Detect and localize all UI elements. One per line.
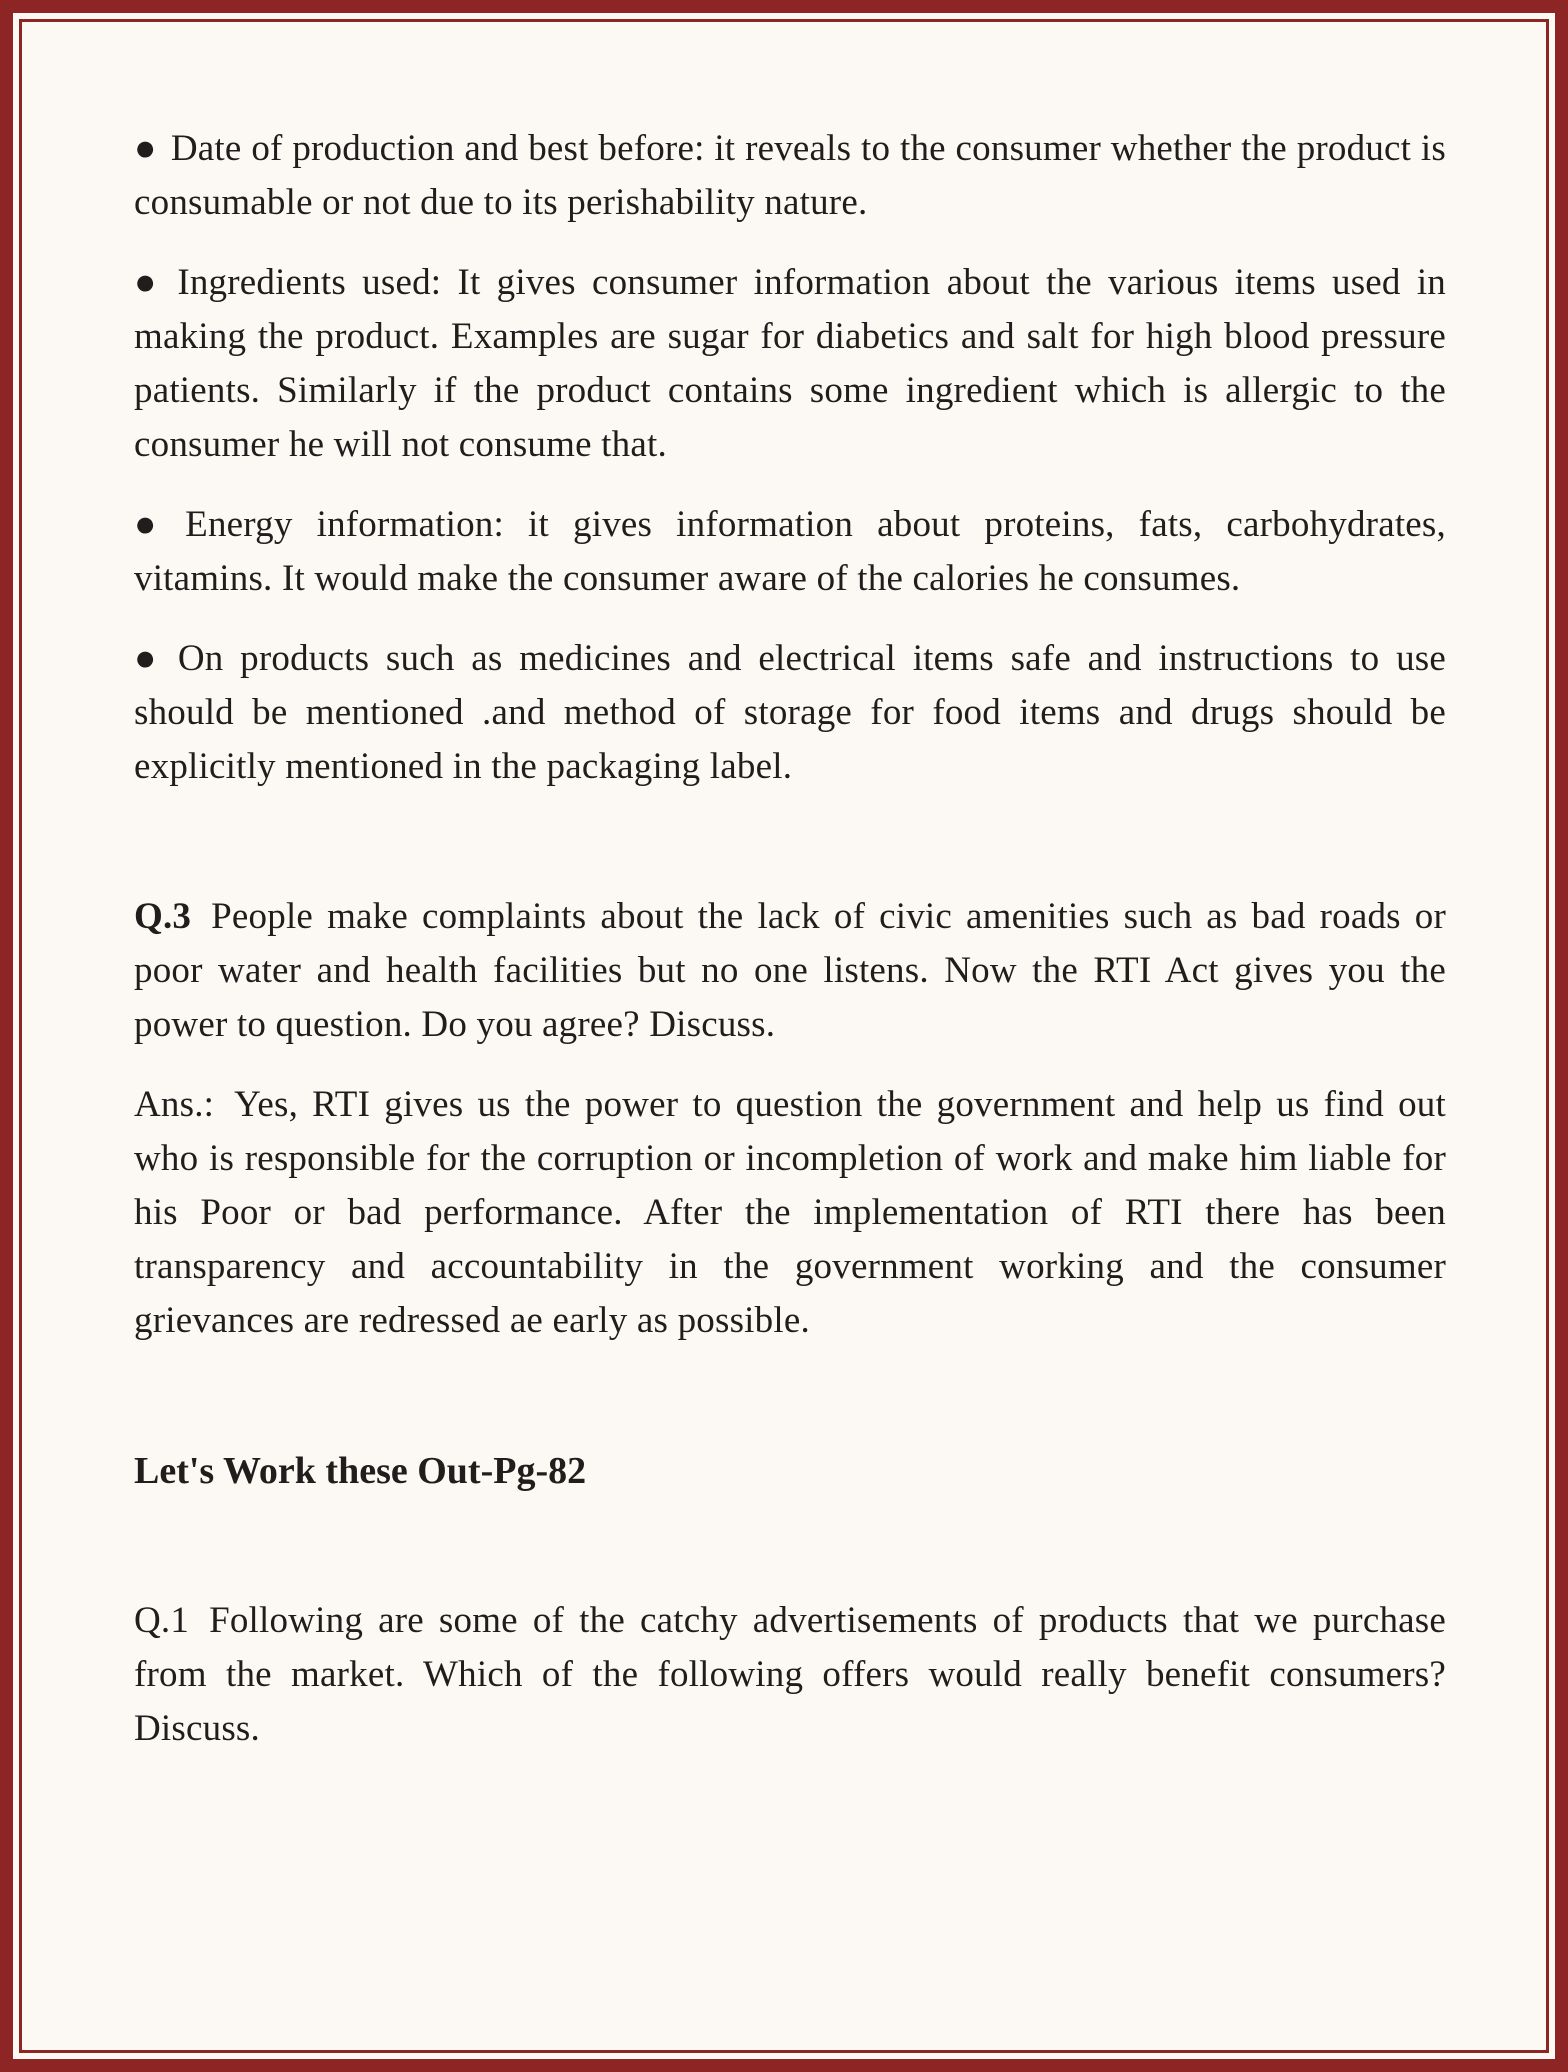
answer-3-label: Ans.: — [134, 1084, 215, 1125]
bullet-text: On products such as medicines and electrical items safe and instructions to use should be mentioned .and method of storage for food items and drugs should be explicitly mentioned in the packaging label. — [134, 638, 1446, 787]
answer-3-text: Yes, RTI gives us the power to question the government and help us find out who is responsible for the corruption or incompletion of work and make him liable for his Poor or bad performance. After the implementation of RTI there has been transparency and accountability in the government working and the consumer grievances are redressed ae early as possible. — [134, 1084, 1446, 1341]
question-1-text: Following are some of the catchy advertisements of products that we purchase from the market. Which of the following offers would really benefit consumers? Discuss. — [134, 1600, 1446, 1749]
bullet-item — [134, 632, 1446, 794]
bullet-text: Ingredients used: It gives consumer information about the various items used in making the product. Examples are sugar for diabetics and salt for high blood pressure patients. Similarly if the product contains some ingredient which is allergic to the consumer he will not consume that. — [134, 262, 1446, 465]
bullet-item — [134, 122, 1446, 230]
bullet-item — [134, 498, 1446, 606]
question-3-label: Q.3 — [134, 896, 192, 937]
bullet-icon: ● — [134, 638, 164, 679]
bullet-text: Energy information: it gives information about proteins, fats, carbohydrates, vitamins. It would make the consumer aware of the calories he consumes. — [134, 504, 1446, 599]
bullet-icon: ● — [134, 262, 164, 303]
bullet-text: Date of production and best before: it reveals to the consumer whether the product is consumable or not due to its perishability nature. — [134, 128, 1446, 223]
bullet-icon: ● — [134, 128, 157, 169]
answer-3 — [134, 1078, 1446, 1348]
question-1-label: Q.1 — [134, 1600, 190, 1641]
bullet-icon: ● — [134, 504, 172, 545]
question-3-text: People make complaints about the lack of civic amenities such as bad roads or poor water and health facilities but no one listens. Now the RTI Act gives you the power to question. Do you agree? Discuss. — [134, 896, 1446, 1045]
question-1 — [134, 1594, 1446, 1756]
section-heading: Let's Work these Out-Pg-82 — [134, 1450, 587, 1492]
document-page — [22, 22, 1546, 2050]
question-3 — [134, 890, 1446, 1052]
bullet-item — [134, 256, 1446, 472]
